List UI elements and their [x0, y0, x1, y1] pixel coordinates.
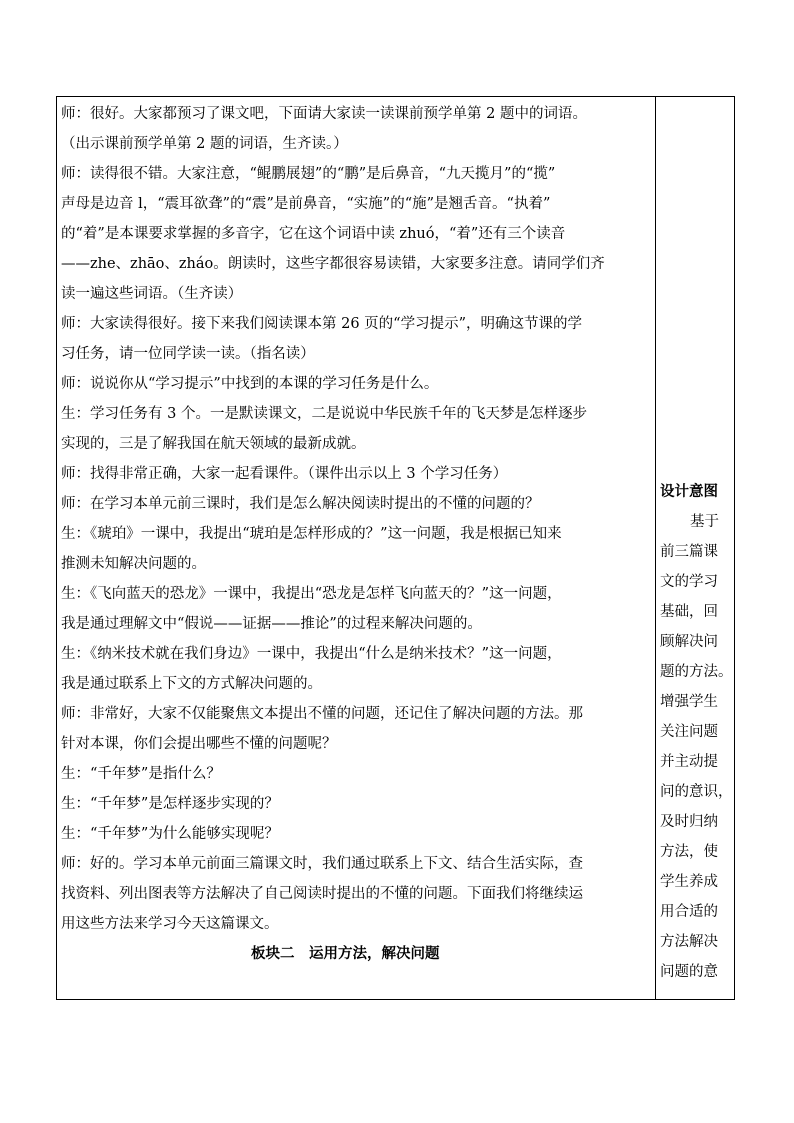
design-intent-column: [660, 477, 734, 987]
design-intent-line: 增强学生: [660, 694, 718, 710]
design-intent-line: 方法解决: [660, 934, 718, 950]
dialogue-line: 师：在学习本单元前三课时，我们是怎么解决阅读时提出的不懂的问题的？: [61, 496, 540, 512]
dialogue-line: 的“着”是本课要求掌握的多音字，它在这个词语中读 zhuó，“着”还有三个读音: [61, 226, 566, 242]
dialogue-line: 师：非常好，大家不仅能聚焦文本提出不懂的问题，还记住了解决问题的方法。那: [61, 706, 583, 722]
dialogue-line: 生：《纳米技术就在我们身边》一课中，我提出“什么是纳米技术？”这一问题，: [61, 646, 562, 662]
design-intent-line: 关注问题: [660, 724, 718, 740]
design-intent-line: 学生养成: [660, 874, 718, 890]
lesson-table: [56, 96, 735, 1000]
dialogue-line: 师：说说你从“学习提示”中找到的本课的学习任务是什么。: [61, 376, 439, 392]
dialogue-line: 我是通过理解文中“假说——证据——推论”的过程来解决问题的。: [61, 616, 482, 632]
dialogue-line: 师：找得非常正确，大家一起看课件。（课件出示以上 3 个学习任务）: [61, 466, 508, 482]
dialogue-line: 生：学习任务有 3 个。一是默读课文，二是说说中华民族千年的飞天梦是怎样逐步: [61, 406, 587, 422]
design-intent-line: 基于: [690, 514, 719, 530]
dialogue-line: 生：《飞向蓝天的恐龙》一课中，我提出“恐龙是怎样飞向蓝天的？”这一问题，: [61, 586, 562, 602]
dialogue-line: 我是通过联系上下文的方式解决问题的。: [61, 676, 322, 692]
dialogue-line: （出示课前预学单第 2 题的词语，生齐读。）: [61, 136, 348, 152]
dialogue-line: 师：大家读得很好。接下来我们阅读课本第 26 页的“学习提示”，明确这节课的学: [61, 316, 582, 332]
dialogue-line: 生：“千年梦”是怎样逐步实现的？: [61, 796, 279, 812]
design-intent-line: 题的方法。: [660, 664, 733, 680]
dialogue-line: 找资料、列出图表等方法解决了自己阅读时提出的不懂的问题。下面我们将继续运: [61, 886, 583, 902]
design-intent-line: 顾解决问: [660, 634, 718, 650]
design-intent-line: 基础，回: [660, 604, 718, 620]
column-divider: [655, 97, 656, 999]
dialogue-line: 实现的，三是了解我国在航天领域的最新成就。: [61, 436, 366, 452]
design-intent-line: 问题的意: [660, 964, 718, 980]
dialogue-line: 师：读得很不错。大家注意，“鲲鹏展翅”的“鹏”是后鼻音，“九天揽月”的“揽”: [61, 166, 556, 182]
dialogue-line: 读一遍这些词语。（生齐读）: [61, 286, 243, 302]
design-intent-line: 用合适的: [660, 904, 718, 920]
dialogue-line: 生：“千年梦”是指什么？: [61, 766, 221, 782]
design-intent-line: 并主动提: [660, 754, 718, 770]
dialogue-line: 习任务，请一位同学读一读。（指名读）: [61, 346, 315, 362]
design-intent-line: 前三篇课: [660, 544, 718, 560]
dialogue-line: 生：“千年梦”为什么能够实现呢？: [61, 826, 279, 842]
dialogue-line: 推测未知解决问题的。: [61, 556, 206, 572]
section-title: 板块二 运用方法，解决问题: [251, 945, 440, 962]
dialogue-line: 师：很好。大家都预习了课文吧，下面请大家读一读课前预学单第 2 题中的词语。: [61, 106, 587, 122]
lesson-dialogue: [61, 99, 649, 969]
dialogue-line: 生：《琥珀》一课中，我提出“琥珀是怎样形成的？”这一问题，我是根据已知来: [61, 526, 562, 542]
design-intent-line: 文的学习: [660, 574, 718, 590]
design-intent-line: 及时归纳: [660, 814, 718, 830]
dialogue-line: ——zhe、zhāo、zháo。朗读时，这些字都很容易读错，大家要多注意。请同学们齐: [61, 256, 605, 272]
dialogue-line: 声母是边音 l，“震耳欲聋”的“震”是前鼻音，“实施”的“施”是翘舌音。“执着”: [61, 196, 551, 212]
design-intent-line: 问的意识，: [660, 784, 733, 800]
design-intent-line: 方法，使: [660, 844, 718, 860]
dialogue-line: 用这些方法来学习今天这篇课文。: [61, 916, 279, 932]
dialogue-line: 师：好的。学习本单元前面三篇课文时，我们通过联系上下文、结合生活实际，查: [61, 856, 583, 872]
dialogue-line: 针对本课，你们会提出哪些不懂的问题呢？: [61, 736, 337, 752]
design-intent-title: 设计意图: [660, 483, 718, 500]
